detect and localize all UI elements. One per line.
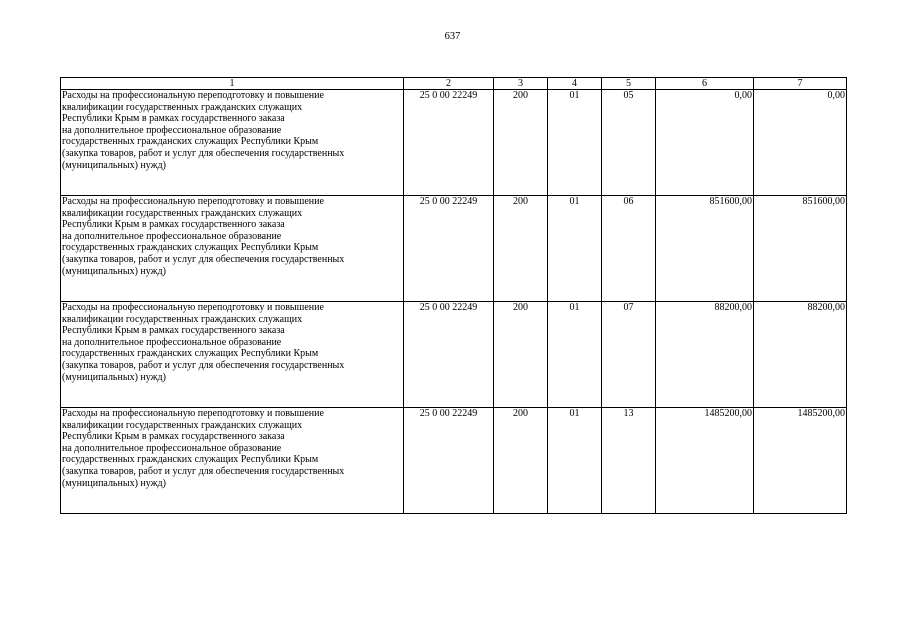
column-header-4: 4 bbox=[548, 78, 602, 90]
row-subsection: 05 bbox=[602, 90, 656, 196]
row-target-code: 25 0 00 22249 bbox=[404, 90, 494, 196]
row-section: 01 bbox=[548, 90, 602, 196]
budget-table bbox=[60, 77, 847, 514]
column-header-1: 1 bbox=[61, 78, 404, 90]
row-target-code: 25 0 00 22249 bbox=[404, 408, 494, 514]
row-amount-col7: 851600,00 bbox=[754, 196, 847, 302]
row-amount-col6: 1485200,00 bbox=[656, 408, 754, 514]
row-description: Расходы на профессиональную переподготовку и повышение квалификации государственных гражданских служащих Республики Крым в рамках государственного заказа на дополнительное профессиональное образование государственных гражданских служащих Республики Крым (закупка товаров, работ и услуг для обеспечения государственных (муниципальных) нужд) bbox=[61, 196, 404, 302]
row-amount-col7: 88200,00 bbox=[754, 302, 847, 408]
row-subsection: 13 bbox=[602, 408, 656, 514]
column-header-5: 5 bbox=[602, 78, 656, 90]
row-amount-col6: 0,00 bbox=[656, 90, 754, 196]
row-expense-type: 200 bbox=[494, 196, 548, 302]
row-amount-col6: 851600,00 bbox=[656, 196, 754, 302]
row-amount-col7: 0,00 bbox=[754, 90, 847, 196]
row-section: 01 bbox=[548, 302, 602, 408]
table-row bbox=[61, 302, 847, 408]
table-header-row bbox=[61, 78, 847, 90]
column-header-6: 6 bbox=[656, 78, 754, 90]
row-description: Расходы на профессиональную переподготовку и повышение квалификации государственных гражданских служащих Республики Крым в рамках государственного заказа на дополнительное профессиональное образование государственных гражданских служащих Республики Крым (закупка товаров, работ и услуг для обеспечения государственных (муниципальных) нужд) bbox=[61, 90, 404, 196]
row-expense-type: 200 bbox=[494, 90, 548, 196]
row-target-code: 25 0 00 22249 bbox=[404, 302, 494, 408]
row-subsection: 06 bbox=[602, 196, 656, 302]
table-row bbox=[61, 196, 847, 302]
column-header-7: 7 bbox=[754, 78, 847, 90]
row-description: Расходы на профессиональную переподготовку и повышение квалификации государственных гражданских служащих Республики Крым в рамках государственного заказа на дополнительное профессиональное образование государственных гражданских служащих Республики Крым (закупка товаров, работ и услуг для обеспечения государственных (муниципальных) нужд) bbox=[61, 408, 404, 514]
row-amount-col7: 1485200,00 bbox=[754, 408, 847, 514]
row-subsection: 07 bbox=[602, 302, 656, 408]
row-description: Расходы на профессиональную переподготовку и повышение квалификации государственных гражданских служащих Республики Крым в рамках государственного заказа на дополнительное профессиональное образование государственных гражданских служащих Республики Крым (закупка товаров, работ и услуг для обеспечения государственных (муниципальных) нужд) bbox=[61, 302, 404, 408]
row-amount-col6: 88200,00 bbox=[656, 302, 754, 408]
page-number: 637 bbox=[444, 31, 461, 42]
column-header-3: 3 bbox=[494, 78, 548, 90]
table-row bbox=[61, 408, 847, 514]
row-section: 01 bbox=[548, 408, 602, 514]
table-row bbox=[61, 90, 847, 196]
row-expense-type: 200 bbox=[494, 408, 548, 514]
column-header-2: 2 bbox=[404, 78, 494, 90]
row-target-code: 25 0 00 22249 bbox=[404, 196, 494, 302]
row-expense-type: 200 bbox=[494, 302, 548, 408]
row-section: 01 bbox=[548, 196, 602, 302]
